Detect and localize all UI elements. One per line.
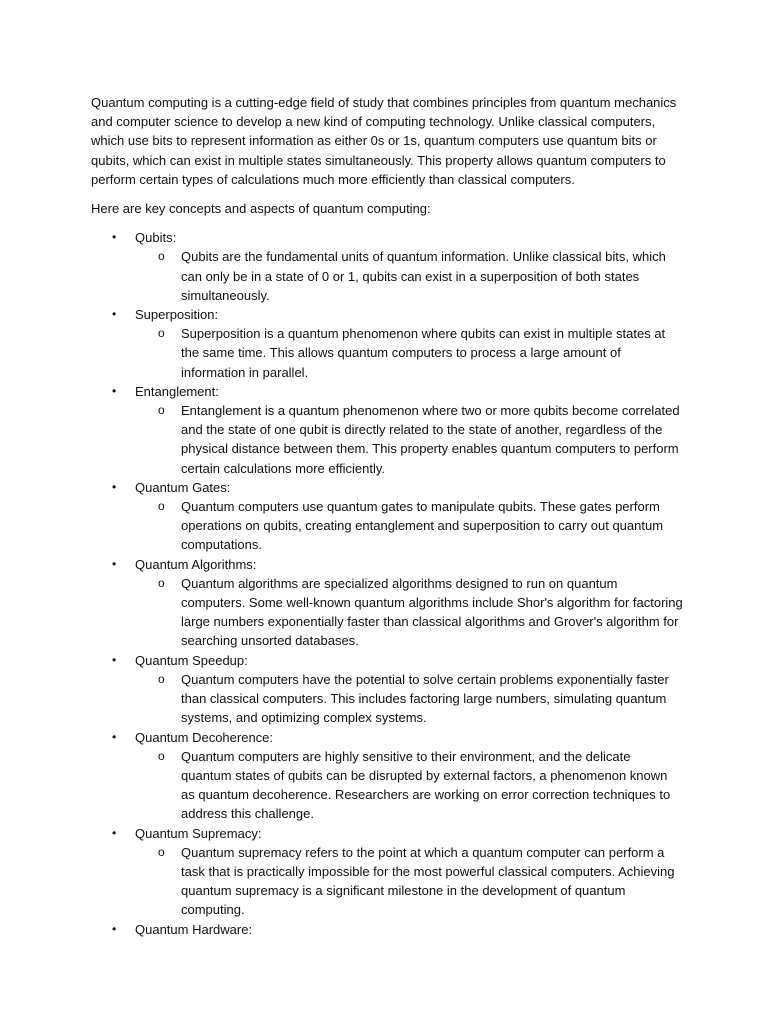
- concept-description: Entanglement is a quantum phenomenon where two or more qubits become correlated and the state of one qubit is directly related to the state of another, regardless of the physical distance between them. This property enables quantum computers to perform certain calculations more efficiently.: [181, 403, 680, 476]
- concept-item: [91, 555, 691, 651]
- concept-detail-item: [135, 574, 683, 651]
- document-body: [91, 93, 691, 939]
- concept-title: Quantum Supremacy:: [135, 825, 262, 841]
- sub-bullet-icon: o: [158, 844, 165, 859]
- concept-title: Quantum Speedup:: [135, 652, 248, 668]
- bullet-icon: •: [112, 825, 117, 840]
- concept-detail-item: [135, 670, 683, 728]
- sub-bullet-icon: o: [158, 748, 165, 763]
- intro-paragraph: Quantum computing is a cutting-edge field of study that combines principles from quantum mechanics and computer science to develop a new kind of computing technology. Unlike classical computers, which use bits to represent information as either 0s or 1s, quantum computers use quantum bits or qubits, which can exist in multiple states simultaneously. This property allows quantum computers to perform certain types of calculations much more efficiently than classical computers.: [91, 95, 677, 187]
- concept-list: [91, 228, 691, 939]
- bullet-icon: •: [112, 652, 117, 667]
- concept-detail-list: [135, 670, 691, 728]
- bullet-icon: •: [112, 307, 117, 322]
- concept-detail-list: [135, 574, 691, 651]
- concept-detail-list: [135, 247, 691, 305]
- sub-bullet-icon: o: [158, 575, 165, 590]
- sub-bullet-icon: o: [158, 499, 165, 514]
- concept-title: Quantum Algorithms:: [135, 556, 257, 572]
- concept-detail-list: [135, 497, 691, 555]
- concept-description: Superposition is a quantum phenomenon where qubits can exist in multiple states at the same time. This allows quantum computers to process a large amount of information in parallel.: [181, 326, 666, 380]
- bullet-icon: •: [112, 230, 117, 245]
- lead-in-paragraph: Here are key concepts and aspects of quantum computing:: [91, 201, 431, 217]
- concept-description: Quantum algorithms are specialized algorithms designed to run on quantum computers. Some well-known quantum algorithms include Shor's algorithm for factoring large numbers exponentially faster than classical algorithms and Grover's algorithm for searching unsorted databases.: [181, 575, 683, 649]
- concept-detail-item: [135, 843, 683, 920]
- concept-detail-item: [135, 747, 683, 824]
- bullet-icon: •: [112, 383, 117, 398]
- concept-detail-list: [135, 843, 691, 920]
- concept-description: Quantum computers have the potential to solve certain problems exponentially faster than classical computers. This includes factoring large numbers, simulating quantum systems, and optimizing complex systems.: [181, 671, 669, 726]
- concept-title: Qubits:: [135, 230, 177, 246]
- concept-detail-item: [135, 497, 683, 555]
- concept-title: Superposition:: [135, 307, 219, 323]
- concept-description: Quantum computers use quantum gates to manipulate qubits. These gates perform operations on qubits, creating entanglement and superposition to carry out quantum computations.: [181, 499, 664, 553]
- bullet-icon: •: [112, 479, 117, 494]
- concept-description: Quantum computers are highly sensitive to their environment, and the delicate quantum states of qubits can be disrupted by external factors, a phenomenon known as quantum decoherence. Researchers are working on error correction techniques to address this challenge.: [181, 748, 671, 822]
- bullet-icon: •: [112, 556, 117, 571]
- concept-detail-list: [135, 324, 691, 382]
- concept-item: [91, 228, 691, 305]
- sub-bullet-icon: o: [158, 403, 165, 418]
- sub-bullet-icon: o: [158, 249, 165, 264]
- concept-item: [91, 651, 691, 728]
- concept-title: Quantum Hardware:: [135, 921, 253, 937]
- sub-bullet-icon: o: [158, 671, 165, 686]
- concept-item: [91, 824, 691, 920]
- concept-detail-item: [135, 324, 683, 382]
- concept-item: [91, 382, 691, 478]
- concept-item: [91, 478, 691, 555]
- concept-item: [91, 728, 691, 824]
- concept-detail-list: [135, 401, 691, 478]
- concept-detail-list: [135, 747, 691, 824]
- concept-item: [91, 920, 691, 939]
- concept-detail-item: [135, 401, 683, 478]
- concept-title: Entanglement:: [135, 383, 219, 399]
- concept-description: Quantum supremacy refers to the point at which a quantum computer can perform a task that is practically impossible for the most powerful classical computers. Achieving quantum supremacy is a significant milestone in the development of quantum computing.: [181, 844, 675, 918]
- concept-item: [91, 305, 691, 382]
- concept-title: Quantum Decoherence:: [135, 729, 274, 745]
- bullet-icon: •: [112, 729, 117, 744]
- concept-title: Quantum Gates:: [135, 479, 231, 495]
- sub-bullet-icon: o: [158, 326, 165, 341]
- concept-detail-item: [135, 247, 683, 305]
- concept-description: Qubits are the fundamental units of quantum information. Unlike classical bits, which can only be in a state of 0 or 1, qubits can exist in a superposition of both states simultaneously.: [181, 249, 666, 303]
- bullet-icon: •: [112, 921, 117, 936]
